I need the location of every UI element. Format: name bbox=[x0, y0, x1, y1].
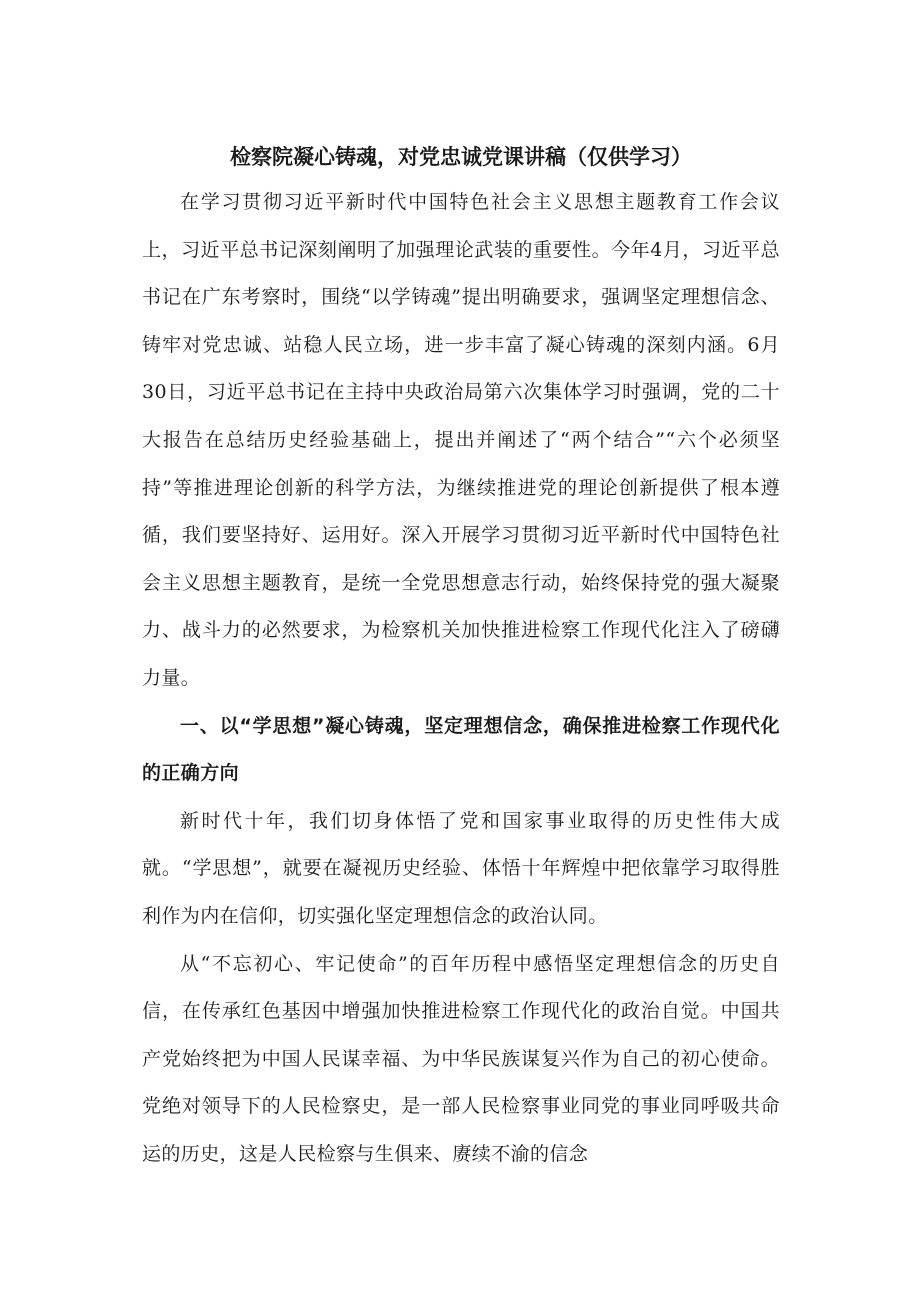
body-paragraph-1: 新时代十年，我们切身体悟了党和国家事业取得的历史性伟大成就。“学思想”，就要在凝视历史经验、体悟十年辉煌中把依靠学习取得胜利作为内在信仰，切实强化坚定理想信念的政治认同。 bbox=[142, 809, 780, 927]
section-heading-1: 一、以“学思想”凝心铸魂，坚定理想信念，确保推进检察工作现代化的正确方向 bbox=[142, 714, 780, 785]
body-paragraph-2: 从“不忘初心、牢记使命”的百年历程中感悟坚定理想信念的历史自信，在传承红色基因中增强加快推进检察工作现代化的政治自觉。中国共产党始终把为中国人民谋幸福、为中华民族谋复兴作为自己的初心使命。党绝对领导下的人民检察史，是一部人民检察事业同党的事业同呼吸共命运的历史，这是人民检察与生俱来、赓续不渝的信念 bbox=[142, 952, 780, 1165]
document-page bbox=[142, 135, 780, 1178]
intro-paragraph: 在学习贯彻习近平新时代中国特色社会主义思想主题教育工作会议上，习近平总书记深刻阐明了加强理论武装的重要性。今年4月，习近平总书记在广东考察时，围绕“以学铸魂”提出明确要求，强调坚定理想信念、铸牢对党忠诚、站稳人民立场，进一步丰富了凝心铸魂的深刻内涵。6月30日，习近平总书记在主持中央政治局第六次集体学习时强调，党的二十大报告在总结历史经验基础上，提出并阐述了“两个结合”“六个必须坚持”等推进理论创新的科学方法，为继续推进党的理论创新提供了根本遵循，我们要坚持好、运用好。深入开展学习贯彻习近平新时代中国特色社会主义思想主题教育，是统一全党思想意志行动，始终保持党的强大凝聚力、战斗力的必然要求，为检察机关加快推进检察工作现代化注入了磅礴力量。 bbox=[142, 191, 780, 689]
document-title: 检察院凝心铸魂，对党忠诚党课讲稿（仅供学习） bbox=[230, 145, 692, 169]
